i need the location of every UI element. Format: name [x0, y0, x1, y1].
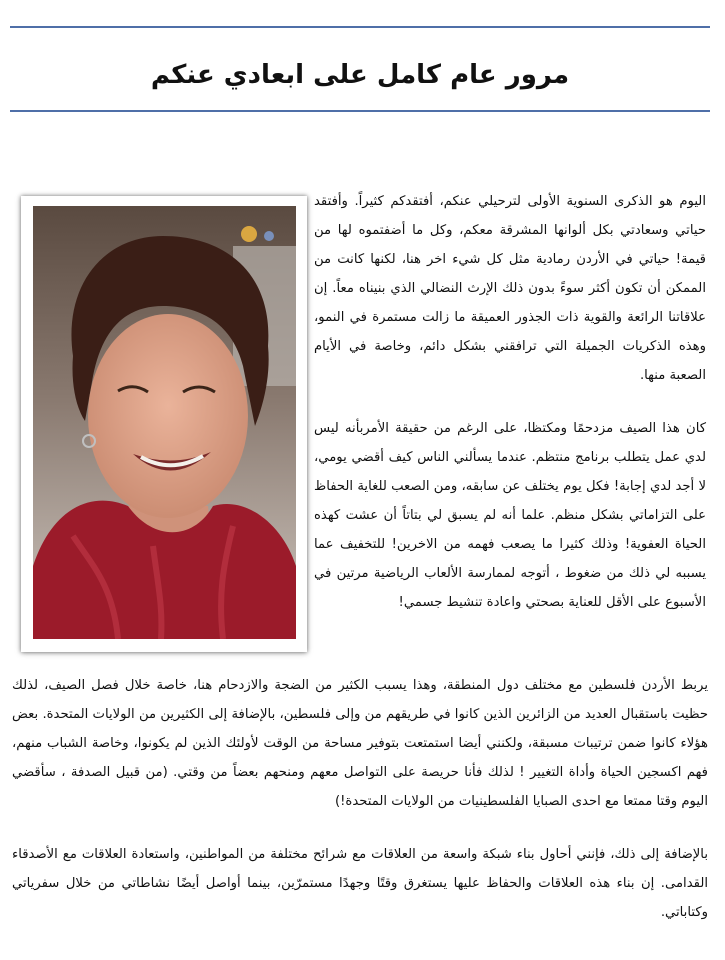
portrait-photo [33, 206, 296, 639]
paragraph-visitors: يربط الأردن فلسطين مع مختلف دول المنطقة، وهذا يسبب الكثير من الضجة والازدحام هنا، خاصة خلال فصل الصيف، لذلك حظيت باستقبال العديد من الزائرين الذين كانوا في طريقهم من وإلى فلسطين، بالإضافة إلى الكثيرين من الولايات المتحدة. بعض هؤلاء كانوا ضمن ترتيبات مسبقة، ولكنني أيضا استمتعت بتوفير مساحة من الوقت لأولئك الذين لم يكونوا، وخاصة الشباب منهم، فهم اكسجين الحياة وأداة التغيير ! لذلك فأنا حريصة على التواصل معهم ومنحهم بعضاً من وقتي. (من قبيل الصدفة ، سأقضي اليوم وقتا ممتعا مع احدى الصبايا الفلسطينيات من الولايات المتحدة!) [12, 678, 708, 809]
face-shape [88, 314, 248, 518]
title-divider [10, 110, 710, 112]
page-title: مرور عام كامل على ابعادي عنكم [150, 60, 570, 91]
paragraph-relations: بالإضافة إلى ذلك، فإنني أحاول بناء شبكة واسعة من العلاقات مع شرائح مختلفة من المواطنين، واستعادة العلاقات مع الأصدقاء القدامى. إن بناء هذه العلاقات والحفاظ عليها يستغرق وقتًا وجهدًا مستمرّين، بينما أواصل أيضًا نشاطاتي من خلال سفرياتي وكتاباتي. [12, 847, 708, 920]
portrait-frame [21, 196, 307, 652]
paragraph-summer: كان هذا الصيف مزدحمًا ومكتظا، على الرغم من حقيقة الأمربأنه ليس لدي عمل يتطلب برنامج منتظم. عندما يسألني الناس كيف أقضي يومي، لا أجد لدي إجابة! فكل يوم يختلف عن سابقه، ومن الصعب للغاية الحفاظ على التزاماتي بشكل منظم. علما أنه لم يسبق لي بتاتاً أن عشت كهذه الحياة العفوية! وذلك كثيرا ما يصعب فهمه من الاخرين! للتخفيف عما يسببه لي ذلك من ضغوط ، أتوجه لممارسة الألعاب الرياضية مرتين في الأسبوع على الأقل للعناية بصحتي واعادة تنشيط جسمي! [314, 421, 706, 610]
top-divider [10, 26, 710, 28]
paragraph-anniversary: اليوم هو الذكرى السنوية الأولى لترحيلي عنكم، أفتقدكم كثيراً. وأفتقد حياتي وسعادتي بكل ألوانها المشرقة معكم، وكل ما أضفتموه لها من قيمة! حياتي في الأردن رمادية مثل كل شيء اخر هنا، لكنها كانت من الممكن أن تكون أكثر سوءً بدون ذلك الإرث النضالي الذي بنيناه معاً. إن علاقاتنا الرائعة والقوية ذات الجذور العميقة ما زالت مستمرة في النمو، وهذه الذكريات الجميلة التي ترافقني بشكل دائم، وخاصة في الأيام الصعبة منها. [314, 194, 706, 383]
